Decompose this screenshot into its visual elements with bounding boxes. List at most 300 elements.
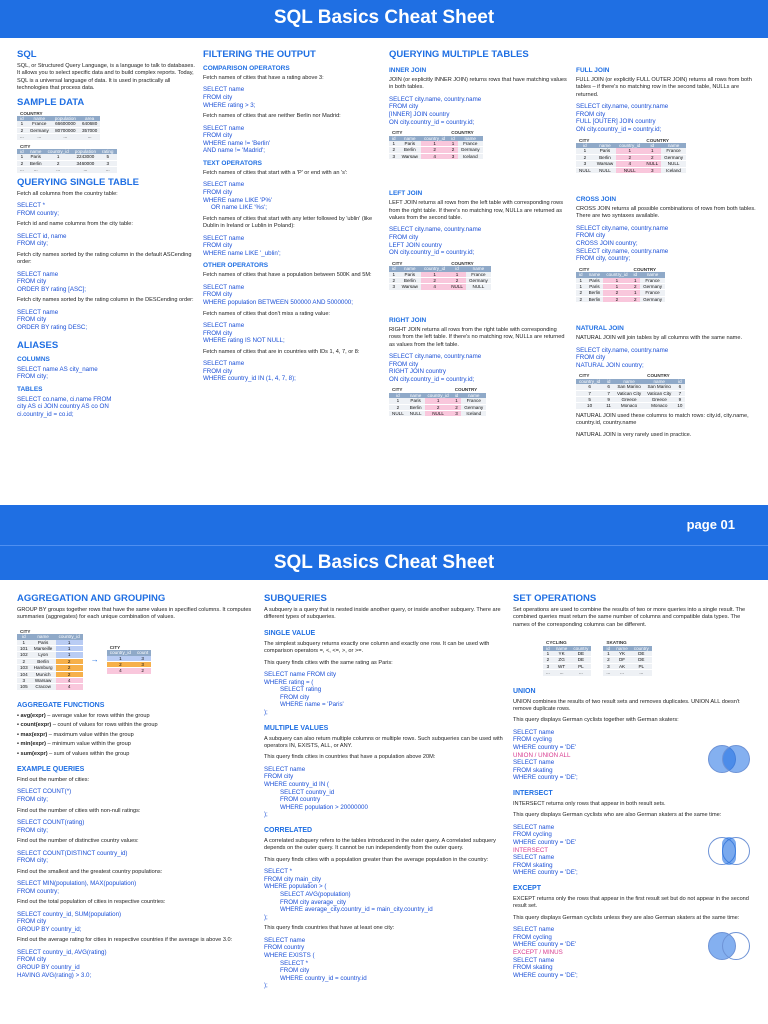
sql-code-line: FROM city (389, 234, 419, 242)
table-cell: Iceland (661, 167, 686, 173)
sql-code-line: SELECT name (203, 321, 245, 329)
sql-code-block (17, 366, 195, 381)
sql-code-block (17, 788, 257, 803)
table-cell: ... (543, 670, 553, 676)
table-cell: Greece (614, 397, 644, 403)
table-cell: 3 (389, 284, 399, 290)
sql-code-block (203, 181, 379, 211)
aliases-tables: TABLES (17, 385, 43, 393)
table-header-cell: id (448, 136, 458, 141)
inner-join-desc: JOIN (or explicitly INNER JOIN) returns rows that have matching values in both tables. (389, 77, 567, 91)
table-cell: 2 (56, 665, 83, 671)
table-header-cell: id (452, 393, 462, 398)
except-venn-diagram (708, 924, 752, 968)
table-cell: Berlin (407, 404, 425, 410)
table-header-cell: name (553, 646, 571, 651)
sql-code-line: SELECT city.name, country.name (389, 226, 482, 234)
sql-code-line: SELECT * (17, 202, 46, 210)
table-cell: ... (17, 134, 27, 140)
sql-code-line: SELECT city.name, country.name (576, 346, 669, 354)
country-sample-table (17, 111, 195, 141)
sql-code-line: WHERE EXISTS ( (264, 951, 315, 959)
table-cell: NULL (643, 161, 661, 167)
col-setops (513, 590, 758, 983)
sql-code-line: WHERE country = 'DE'; (513, 869, 578, 877)
table-row (17, 134, 100, 140)
table-cell: 2 (56, 671, 83, 677)
sql-code-line: FROM city; (17, 857, 48, 865)
table-cell: WT (553, 663, 571, 669)
page1-footer (0, 505, 768, 545)
sql-code-block (203, 125, 379, 155)
table-cell: 1 (17, 640, 31, 646)
sql-code-line: CROSS JOIN country; (576, 240, 638, 248)
sample-heading: SAMPLE DATA (17, 96, 85, 108)
table-cell: 1 (452, 398, 462, 404)
table-cell: France (640, 278, 665, 284)
sql-code-line: ON city.country_id = country.id; (389, 118, 475, 126)
sql-code-block (17, 911, 257, 934)
table-cell: 640680 (79, 121, 100, 127)
sql-code-line: HAVING AVG(rating) > 3.0; (17, 971, 92, 979)
sql-code-line: ORDER BY rating DESC; (17, 324, 88, 332)
table-cell: Iceland (461, 411, 486, 417)
except-heading: EXCEPT (513, 885, 542, 892)
single-desc-4: Fetch city names sorted by the rating column in the DESCending order: (17, 297, 194, 304)
table-header-cell: country_id (425, 393, 452, 398)
table-cell: France (27, 121, 52, 127)
filter-desc-2: Fetch names of cities that are neither Berlin nor Madrid: (203, 113, 341, 120)
table-caption: SKATING (606, 640, 627, 646)
sql-code-line: ON city.country_id = country.id; (389, 249, 475, 257)
agg-function-desc: – minimum value within the group (46, 741, 131, 748)
sql-code-line: SELECT * (280, 959, 309, 967)
table-row (576, 167, 686, 173)
table-cell: 1 (643, 148, 661, 154)
sql-code-line: SELECT name (203, 234, 245, 242)
table-caption: CITY (579, 137, 590, 143)
table-cell: 3 (543, 663, 553, 669)
multi-heading: QUERYING MULTIPLE TABLES (389, 49, 529, 60)
sql-code-line: SELECT name (513, 956, 555, 964)
sql-code-line: SELECT MIN(population), MAX(population) (17, 880, 137, 888)
table-cell: 3 (99, 160, 117, 166)
sql-code-line: SELECT AVG(population) (280, 890, 351, 898)
table-header-cell: name (407, 393, 425, 398)
table-cell: 5 (99, 154, 117, 160)
filter-desc-7: Fetch names of cities that are in countries with IDs 1, 4, 7, or 8: (203, 348, 360, 355)
table-cell: 2 (389, 147, 399, 153)
data-table (576, 267, 665, 303)
col-sql (17, 46, 195, 423)
sql-code-line: GROUP BY country_id; (17, 925, 82, 933)
sql-code-line: SELECT name FROM city (264, 671, 337, 679)
sql-code-line: ); (264, 709, 268, 716)
sql-heading: SQL (17, 49, 37, 60)
sql-code-block (17, 202, 195, 217)
sql-code-block (576, 347, 760, 370)
table-cell: 1 (421, 141, 448, 147)
agg-fn-heading: AGGREGATE FUNCTIONS (17, 701, 105, 709)
sql-code-line: city AS ci JOIN country AS co ON (17, 403, 109, 411)
table-cell: Germany (458, 147, 483, 153)
table-header-cell: name (31, 634, 56, 639)
table-header-cell: id (603, 646, 613, 651)
sql-code-block (576, 225, 760, 263)
table-header-cell: country_id (603, 272, 630, 277)
table-cell: ... (27, 134, 52, 140)
table-cell: 102 (17, 652, 31, 658)
table-header-cell: country_id (421, 266, 448, 271)
sub-multi-desc-2: This query finds cities in countries that have a population above 20M: (264, 754, 436, 761)
table-cell: France (640, 290, 665, 296)
sql-code-line: SELECT name (513, 926, 555, 934)
table-row (389, 147, 483, 153)
table-cell: 3 (452, 411, 462, 417)
sub-multi-heading: MULTIPLE VALUES (264, 724, 329, 732)
agg-function-item (17, 732, 257, 739)
sql-code-line: SELECT name (513, 823, 555, 831)
table-cell: 2 (448, 278, 466, 284)
sql-code-line: OR name LIKE '%s'; (211, 204, 268, 212)
sql-code-block (203, 235, 379, 258)
table-cell: 103 (17, 665, 31, 671)
table-cell: Germany (27, 127, 52, 133)
sql-code-line: FROM city; (17, 373, 48, 381)
table-caption: COUNTRY (633, 266, 657, 272)
table-cell: 1 (421, 272, 448, 278)
sql-code-line: WHERE name = 'Paris' (280, 701, 344, 709)
left-join-heading: LEFT JOIN (389, 190, 423, 198)
sql-code-line: FROM cycling (513, 736, 552, 744)
table-cell: 4 (421, 153, 448, 159)
sql-code-line: FROM country; (17, 887, 59, 895)
table-cell: Warsaw (31, 678, 56, 684)
table-cell: 2 (17, 658, 31, 664)
sql-code-line: SELECT name (203, 86, 245, 94)
table-header-cell: country (631, 646, 652, 651)
table-cell: ... (45, 167, 72, 173)
union-desc-2: This query displays German cyclists together with German skaters: (513, 717, 679, 724)
table-cell: Cracow (31, 684, 56, 690)
full-join-desc: FULL JOIN (or explicitly FULL OUTER JOIN) returns all rows from both tables – if there's no matching row in the second table, NULLs are returned. (576, 77, 752, 98)
table-cell: ... (17, 167, 27, 173)
table-cell: 101 (17, 646, 31, 652)
filter-desc-1: Fetch names of cities that have a rating above 3: (203, 75, 324, 81)
data-table (576, 373, 685, 409)
sql-code-line: FULL [OUTER] JOIN country (576, 118, 656, 126)
table-cell: 2 (389, 278, 399, 284)
table-cell: ... (72, 167, 99, 173)
sql-code-line: SELECT COUNT(rating) (17, 818, 85, 826)
table-caption: CITY (20, 143, 31, 149)
table-cell: Berlin (594, 154, 616, 160)
table-cell: YK (613, 651, 631, 657)
agg-ex-2: Find out the number of cities with non-null ratings: (17, 807, 141, 814)
table-cell: 4 (616, 161, 643, 167)
sql-code-block (576, 103, 760, 133)
table-cell: Germany (466, 278, 491, 284)
sub-single-desc-2: This query finds cities with the same rating as Paris: (264, 659, 393, 666)
sql-code-block (17, 396, 195, 419)
table-cell: France (661, 148, 686, 154)
table-cell: 2 (643, 154, 661, 160)
table-caption: CITY (392, 130, 403, 136)
sql-code-line: FROM skating (513, 861, 553, 869)
except-desc-2: This query displays German cyclists unless they are also German skaters at the same time: (513, 914, 740, 921)
table-cell: Berlin (399, 278, 421, 284)
table-cell: France (458, 141, 483, 147)
sub-heading: SUBQUERIES (264, 593, 327, 604)
table-cell: Berlin (27, 160, 45, 166)
table-cell: 3 (389, 153, 399, 159)
sql-code-line: FROM city (203, 329, 233, 337)
sql-code-line: FROM skating (513, 766, 553, 774)
table-header-cell: id (603, 379, 614, 384)
table-header-cell: id (17, 149, 27, 154)
sql-code-line: SELECT name (264, 936, 306, 944)
table-header-cell: name (586, 272, 604, 277)
table-cell: 9 (603, 397, 614, 403)
sql-code-line: WHERE country = 'DE'; (513, 774, 578, 782)
sql-code-block (17, 233, 195, 248)
agg-function-item (17, 722, 257, 729)
table-cell: 1 (576, 148, 594, 154)
table-cell: 1 (603, 284, 630, 290)
agg-ex-3: Find out the number of distinctive country values: (17, 838, 139, 845)
aliases-heading: ALIASES (17, 339, 59, 351)
table-cell: ... (27, 167, 45, 173)
sql-code-line: SELECT name AS city_name (17, 365, 98, 373)
agg-function-name: • count(expr) (17, 722, 52, 729)
sql-code-line: ); (264, 913, 268, 921)
table-cell: 6 (576, 384, 603, 390)
sub-corr-desc: A correlated subquery refers to the tables introduced in the outer query. A correlated subquery depends on the outer query. It cannot be run independently from the outer query. (264, 837, 496, 852)
table-cell: 2 (576, 154, 594, 160)
page2-banner (0, 545, 768, 580)
table-cell: 1 (389, 272, 399, 278)
sql-code-block (17, 850, 257, 865)
table-cell: 4 (56, 678, 83, 684)
table-cell: 2 (631, 296, 641, 302)
table-cell: 2 (576, 296, 586, 302)
table-cell: Greece (644, 397, 674, 403)
table-cell: 2 (17, 127, 27, 133)
table-cell: ... (553, 670, 571, 676)
sql-code-line: SELECT name (203, 181, 245, 189)
sql-code-line: SELECT country_id, SUM(population) (17, 910, 122, 918)
table-cell: 10 (674, 403, 685, 409)
table-header-cell: country_id (616, 143, 643, 148)
table-cell: ... (79, 134, 100, 140)
table-cell: PL (570, 663, 591, 669)
sql-intro: SQL, or Structured Query Language, is a language to talk to databases. It allows you to select specific data and to build complex reports. Today, SQL is a universal language of data. It is used in practically all technologies that process data. (17, 63, 195, 92)
data-table (603, 640, 651, 676)
table-cell: 3 (643, 167, 661, 173)
table-cell: Berlin (31, 658, 56, 664)
table-caption: COUNTRY (451, 130, 474, 136)
table-cell: 2 (603, 290, 630, 296)
table-header-cell: population (72, 149, 99, 154)
table-header-cell: population (52, 116, 79, 121)
city-sample-table (17, 144, 195, 174)
sql-code-block (389, 226, 569, 256)
table-cell: NULL (466, 284, 491, 290)
sql-code-line: WHERE name != 'Berlin' (203, 139, 271, 147)
table-cell: Munich (31, 671, 56, 677)
table-header-cell: name (640, 272, 665, 277)
sql-code-line: WHERE rating > 3; (203, 101, 256, 109)
sql-code-line: SELECT rating (280, 686, 322, 694)
sql-code-line: SELECT * (264, 868, 293, 876)
setops-heading: SET OPERATIONS (513, 593, 597, 604)
sql-code-line: SELECT name (17, 270, 59, 278)
table-cell: NULL (594, 167, 616, 173)
table-caption: COUNTRY (20, 110, 43, 116)
sub-corr-heading: CORRELATED (264, 826, 313, 834)
table-cell: 1 (107, 656, 134, 662)
table-cell: DE (570, 657, 591, 663)
table-cell: Hamburg (31, 665, 56, 671)
table-cell: 3 (576, 161, 594, 167)
agg-function-desc: – average value for rows within the group (45, 712, 150, 719)
sql-code-line: INTERSECT (513, 846, 549, 854)
table-header-cell: name (458, 136, 483, 141)
sql-code-block (264, 671, 504, 717)
table-cell: Paris (399, 141, 421, 147)
table-header-cell: id (674, 379, 685, 384)
cross-join-heading: CROSS JOIN (576, 196, 617, 204)
table-cell: ... (99, 167, 117, 173)
agg-function-desc: – sum of values within the group (47, 750, 130, 757)
col-multi (389, 46, 759, 63)
table-cell: ... (570, 670, 591, 676)
sql-code-line: FROM city (576, 354, 606, 362)
table-row (576, 403, 685, 409)
table-header-cell: id (631, 272, 641, 277)
sql-code-line: SELECT id, name (17, 232, 67, 240)
sql-code-line: FROM country; (17, 209, 59, 217)
sql-code-line: FROM country (280, 796, 321, 804)
sql-code-line: FROM city; (17, 795, 48, 803)
sql-code-line: FROM city; (17, 240, 48, 248)
agg-ex-5: Find out the total population of cities in respective countries: (17, 899, 166, 906)
table-cell: 7 (603, 390, 614, 396)
table-cell: 1 (631, 290, 641, 296)
sql-code-line: FROM cycling (513, 933, 552, 941)
sql-code-line: WHERE population > 20000000 (280, 803, 368, 811)
table-cell: Germany (661, 154, 686, 160)
intersect-desc-2: This query displays German cyclists who are also German skaters at the same time: (513, 812, 722, 819)
table-caption: CITY (579, 373, 590, 379)
agg-function-name: • max(expr) (17, 731, 48, 738)
table-cell: 2 (17, 160, 27, 166)
filter-heading: FILTERING THE OUTPUT (203, 49, 316, 60)
sql-code-line: SELECT country_id, AVG(rating) (17, 948, 107, 956)
sql-code-line: FROM cycling (513, 831, 552, 839)
sql-code-line: FROM city (203, 367, 233, 375)
table-cell: 1 (631, 278, 641, 284)
table-cell: ... (52, 134, 79, 140)
sql-code-line: SELECT name (513, 759, 555, 767)
table-cell: 4 (421, 284, 448, 290)
table-row (543, 670, 591, 676)
table-cell: 80700000 (52, 127, 79, 133)
data-table (543, 640, 591, 676)
table-cell: 1 (389, 141, 399, 147)
table-header-cell: area (79, 116, 100, 121)
table-cell: 3 (17, 678, 31, 684)
natural-join-note-2: NATURAL JOIN is very rarely used in practice. (576, 431, 692, 438)
except-desc: EXCEPT returns only the rows that appear in the first result set but do not appear in the second result set. (513, 896, 749, 910)
sql-code-block (203, 322, 379, 345)
table-cell: 3 (134, 662, 151, 668)
sub-corr-desc-2: This query finds cities with a population greater than the average population in the country: (264, 856, 489, 863)
table-header-cell: id (17, 634, 31, 639)
table-cell: 1 (603, 278, 630, 284)
sql-code-line: FROM city (389, 103, 419, 111)
table-row (17, 127, 100, 133)
table-cell: NULL (407, 411, 425, 417)
page2-title: SQL Basics Cheat Sheet (273, 552, 495, 573)
sql-code-line: WHERE average_city.country_id = main_city.country_id (280, 906, 433, 914)
table-cell: France (466, 272, 491, 278)
sql-code-line: AND name != 'Madrid'; (203, 147, 266, 155)
sql-code-line: FROM city average_city (280, 898, 347, 906)
table-caption: COUNTRY (454, 387, 478, 393)
agg-function-desc: – count of values for rows within the group (51, 722, 158, 729)
agg-ex-6: Find out the average rating for cities in respective countries if the average is above 3.0: (17, 937, 233, 944)
col-sub (264, 590, 504, 994)
table-cell: Germany (461, 404, 486, 410)
sql-code-line: [INNER] JOIN country (389, 111, 450, 118)
table-cell: 1 (17, 121, 27, 127)
sub-single-heading: SINGLE VALUE (264, 629, 316, 637)
table-cell: Berlin (586, 290, 604, 296)
sql-code-line: FROM city; (17, 826, 48, 834)
table-caption: CITY (20, 628, 31, 634)
data-table (17, 111, 100, 141)
sub-multi-desc: A subquery can also return multiple columns or multiple rows. Such subqueries can be used with operators IN, EXISTS, ALL, or ANY. (264, 735, 503, 749)
natural-join-note-1: NATURAL JOIN used these columns to match rows: city.id, city.name, country.id, country.name (576, 412, 749, 427)
page1-title: SQL Basics Cheat Sheet (273, 7, 495, 28)
table-cell: Monaco (614, 403, 644, 409)
table-header-cell: id (543, 646, 553, 651)
other-ops-heading: OTHER OPERATORS (203, 262, 269, 270)
table-cell: 2 (107, 662, 134, 668)
sql-code-line: FROM city (17, 918, 47, 926)
table-cell: 357000 (79, 127, 100, 133)
sql-code-line: SELECT name (513, 854, 555, 862)
table-header-cell: name (461, 393, 486, 398)
table-header-cell: id (448, 266, 466, 271)
table-cell: DE (570, 651, 591, 657)
table-row (576, 296, 665, 302)
col-multi-right (576, 62, 760, 443)
table-cell: Paris (27, 154, 45, 160)
sql-code-line: FROM city (17, 278, 47, 286)
table-cell: NULL (425, 411, 452, 417)
table-cell: Marseille (31, 646, 56, 652)
table-cell: 105 (17, 684, 31, 690)
table-cell: DE (631, 651, 652, 657)
table-cell: Warsaw (399, 153, 421, 159)
data-table (389, 387, 486, 417)
table-header-cell: id (389, 393, 407, 398)
table-cell: DE (631, 657, 652, 663)
sql-code-line: FROM city (389, 360, 419, 368)
sql-code-line: NATURAL JOIN country; (576, 361, 644, 369)
